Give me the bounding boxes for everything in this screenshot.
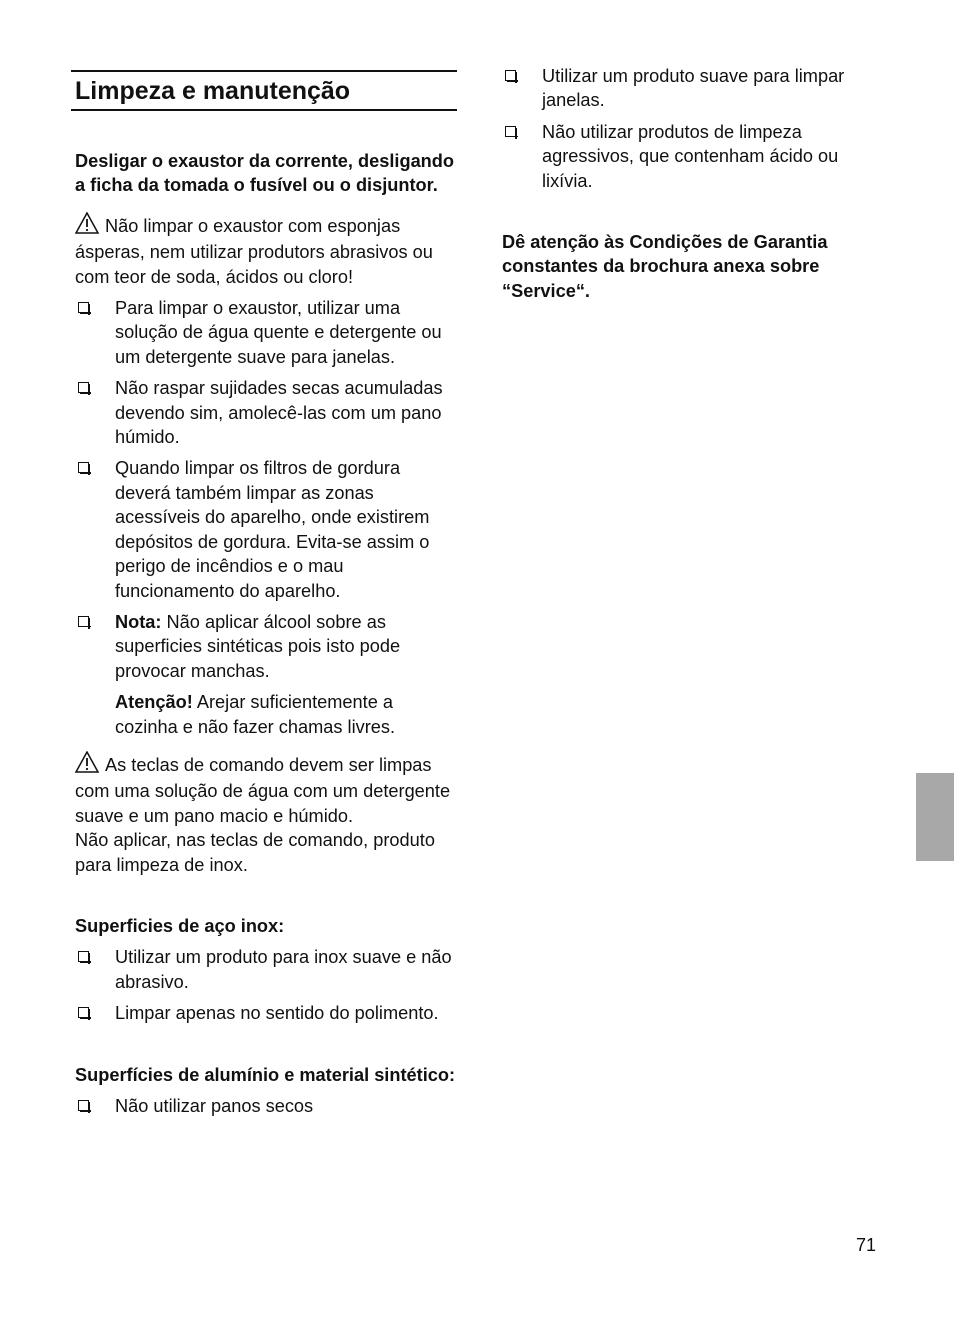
list-item [75,945,457,994]
list-item [75,1001,457,1025]
checkbox-icon [505,126,516,137]
warning-text: As teclas de comando devem ser limpas com uma solução de água com um detergente suave e um pano macio e húmido. [75,754,451,826]
warning-paragraph-sponges [75,212,457,289]
list-item-text: Para limpar o exaustor, utilizar uma solução de água quente e detergente ou um detergente suave para janelas. [115,298,442,367]
inox-heading: Superficies de aço inox: [75,915,285,936]
right-column [502,64,892,303]
aluminio-heading: Superfícies de alumínio e material sintético: [75,1064,456,1085]
list-item [75,456,457,602]
list-item [75,376,457,449]
disconnect-instruction: Desligar o exaustor da corrente, desligando a ficha da tomada o fusível ou o disjuntor. [75,151,455,196]
list-item [75,1094,457,1118]
list-item-text: Não utilizar panos secos [115,1096,314,1116]
checkbox-icon [78,1007,89,1018]
list-item-text: Utilizar um produto suave para limpar janelas. [542,66,845,111]
guarantee-notice: Dê atenção às Condições de Garantia constantes da brochura anexa sobre “Service“. [502,232,828,301]
warning-continuation: Não aplicar, nas teclas de comando, produto para limpeza de inox. [75,830,435,875]
warning-text: Não limpar o exaustor com esponjas ásperas, nem utilizar produtors abrasivos ou com teor de soda, ácidos ou cloro! [75,215,433,287]
left-column [75,70,457,1118]
checkbox-icon [78,462,89,473]
warning-triangle-icon [75,212,99,240]
list-item-text: Não raspar sujidades secas acumuladas devendo sim, amolecê-las com um pano húmido. [115,378,443,448]
list-item-nota [75,610,457,683]
atencao-label: Atenção! [115,692,193,713]
list-item-text: Quando limpar os filtros de gordura deverá também limpar as zonas acessíveis do aparelho, onde existirem depósitos de gordura. Evita-se assim o perigo de incêndios e o mau funcionamento do aparelho. [115,458,430,601]
checkbox-icon [78,616,89,627]
atencao-text: Arejar suficientemente a cozinha e não fazer chamas livres. [115,692,396,737]
list-item [75,296,457,369]
section-title: Limpeza e manutenção [71,70,457,111]
checkbox-icon [78,1100,89,1111]
list-item-text: Utilizar um produto para inox suave e não abrasivo. [115,947,452,992]
list-item [502,120,892,193]
nota-label: Nota: [115,611,162,632]
checkbox-icon [78,951,89,962]
atencao-note [75,690,457,739]
page-number: 71 [856,1235,877,1255]
nota-text: Não aplicar álcool sobre as superficies sintéticas pois isto pode provocar manchas. [115,611,401,681]
list-item [502,64,892,113]
list-item-text: Não utilizar produtos de limpeza agressivos, que contenham ácido ou lixívia. [542,121,839,191]
chapter-tab-marker [916,773,954,861]
checkbox-icon [78,302,89,313]
checkbox-icon [78,382,89,393]
list-item-text: Limpar apenas no sentido do polimento. [115,1003,439,1024]
warning-triangle-icon [75,751,99,779]
checkbox-icon [505,70,516,81]
warning-paragraph-controls [75,751,457,828]
